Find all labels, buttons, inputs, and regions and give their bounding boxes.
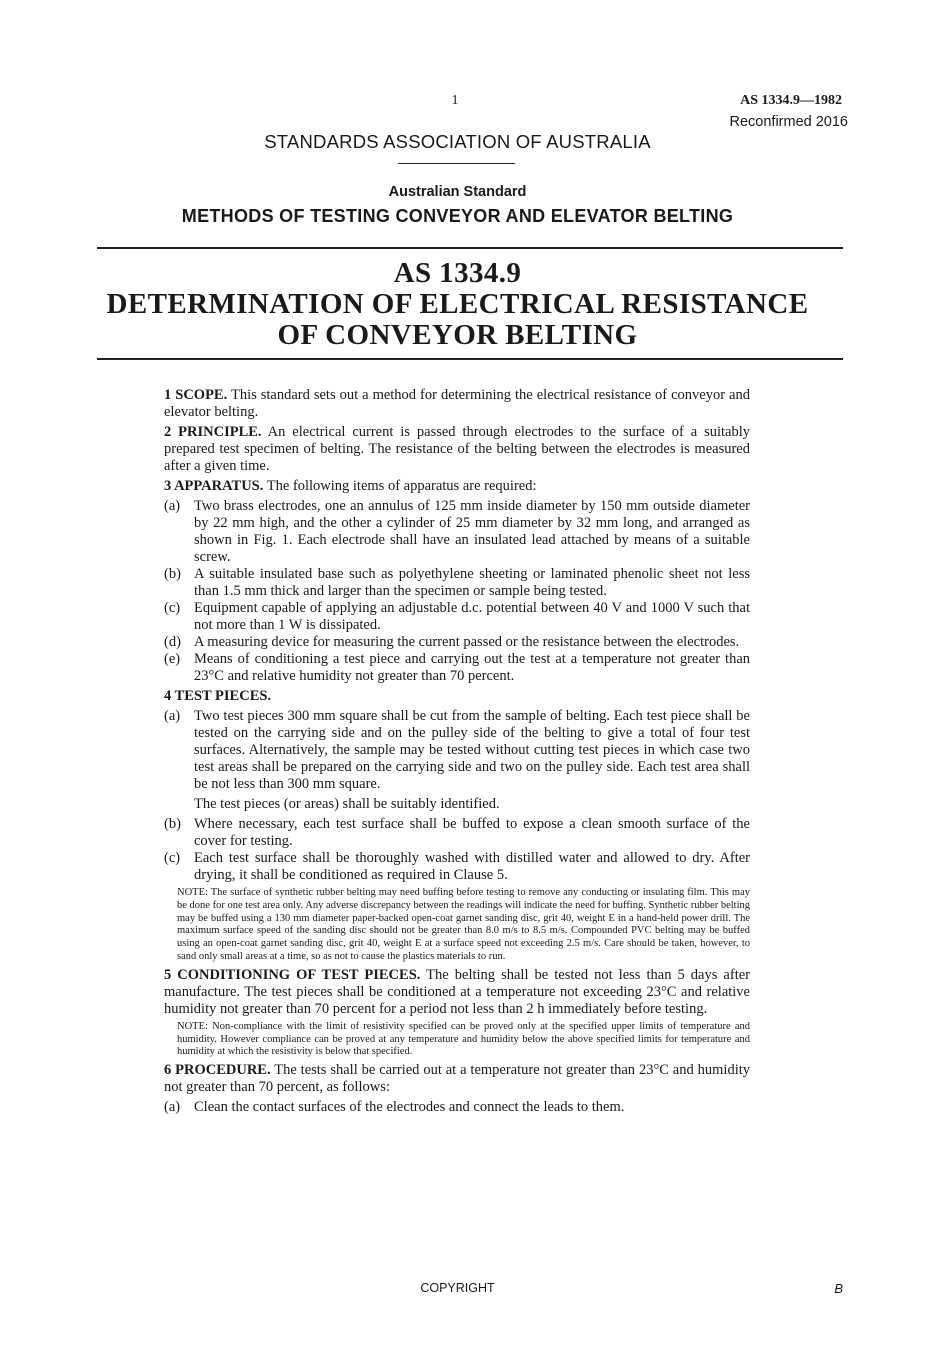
list-item: [164, 566, 750, 600]
reconfirmed-note: Reconfirmed 2016: [729, 114, 848, 130]
item-label: (a): [164, 708, 181, 724]
clause-text: The belting shall be tested not less than 5 days after manufacture. The test pieces shall be conditioned at a temperature not exceeding 23°C and relative humidity not greater than 70 percent for a period not less than 2 h immediately before testing.: [164, 966, 750, 1017]
list-item: [164, 850, 750, 884]
clause-heading: 6 PROCEDURE.: [164, 1062, 271, 1079]
clause-heading: 5 CONDITIONING OF TEST PIECES.: [164, 966, 421, 983]
title-line-2: DETERMINATION OF ELECTRICAL RESISTANCE: [106, 288, 809, 320]
item-label: (a): [164, 1099, 181, 1116]
item-text: Each test surface shall be thoroughly washed with distilled water and allowed to dry. After drying, it shall be conditioned as required in Clause 5.: [194, 850, 750, 883]
clause-text: The tests shall be carried out at a temperature not greater than 23°C and humidity not greater than 70 percent, as follows:: [164, 1062, 750, 1096]
document-title: [60, 258, 855, 351]
document-type: Australian Standard: [388, 184, 527, 200]
clause-test-pieces-heading: 4 TEST PIECES.: [164, 688, 272, 704]
clause-principle: [164, 424, 750, 475]
clause-heading: 2 PRINCIPLE.: [164, 424, 262, 440]
item-text: Means of conditioning a test piece and carrying out the test at a temperature not greater than 23°C and relative humidity not greater than 70 percent.: [194, 651, 750, 684]
page-number: 1: [451, 93, 459, 108]
item-text: Clean the contact surfaces of the electrodes and connect the leads to them.: [194, 1099, 625, 1116]
item-label: (e): [164, 651, 181, 667]
header-divider: [398, 163, 515, 164]
clause-conditioning: [164, 967, 750, 1018]
association-name: STANDARDS ASSOCIATION OF AUSTRALIA: [264, 131, 651, 152]
clause-scope: [164, 387, 750, 421]
series-title: METHODS OF TESTING CONVEYOR AND ELEVATOR BELTING: [181, 206, 734, 226]
item-label: (a): [164, 498, 181, 514]
clause-heading: 1 SCOPE.: [164, 387, 228, 403]
clause-text: The following items of apparatus are required:: [263, 478, 537, 494]
item-text: Where necessary, each test surface shall be buffed to expose a clean smooth surface of the cover for testing.: [194, 816, 750, 849]
item-label: (b): [164, 816, 181, 832]
list-item: [164, 498, 750, 566]
note-compliance: NOTE: Non-compliance with the limit of resistivity specified can be proved only at the specified upper limits of temperature and humidity. However compliance can be proved at any temperature and humidity below the above specified limits for temperature and humidity at which the resistivity is below that specified.: [177, 1020, 750, 1058]
item-text: A measuring device for measuring the current passed or the resistance between the electrodes.: [194, 634, 740, 650]
note-buffing: NOTE: The surface of synthetic rubber belting may need buffing before testing to remove any conducting or insulating film. This may be done for one test area only. Any adverse discrepancy between the readings will indicate the need for buffing. Synthetic rubber belting may be buffed using a 130 mm diameter paper-backed open-coat garnet sanding disc, grit 40, weight E in a hand-held power drill. The maximum surface speed of the sanding disc should not be greater than 8.0 m/s to 8.5 m/s. Compounded PVC belting may be buffed using an open-coat garnet sanding disc, grit 40, weight E at a surface speed not exceeding 2.5 m/s. Care should be taken, however, to sand only small areas at a time, so as not to cause the plastics materials to run.: [177, 887, 750, 962]
item-text: Equipment capable of applying an adjustable d.c. potential between 40 V and 1000 V such that not more than 1 W is dissipated.: [194, 600, 750, 633]
clause-text: An electrical current is passed through electrodes to the surface of a suitably prepared test specimen of belting. The resistance of the belting between the electrodes is measured after a given time.: [164, 424, 750, 474]
title-line-1: AS 1334.9: [393, 257, 522, 289]
clause-heading: 3 APPARATUS.: [164, 478, 264, 494]
item-label: (c): [164, 850, 181, 866]
item-text: Two brass electrodes, one an annulus of 125 mm inside diameter by 150 mm outside diameter by 22 mm high, and the other a cylinder of 25 mm diameter by 32 mm long, and arranged as shown in Fig. 1. Each electrode shall have an insulated lead attached by means of a suitable screw.: [194, 498, 750, 565]
sheet-letter: B: [834, 1281, 843, 1296]
list-item: [164, 600, 750, 634]
item-continuation: The test pieces (or areas) shall be suitably identified.: [194, 796, 500, 812]
item-label: (d): [164, 634, 181, 650]
clause-text: This standard sets out a method for determining the electrical resistance of conveyor and elevator belting.: [164, 387, 750, 420]
list-item: [164, 1099, 750, 1116]
list-item: [164, 651, 750, 685]
copyright-footer: COPYRIGHT: [420, 1281, 495, 1295]
document-body: [164, 387, 750, 1116]
list-item: [164, 634, 750, 651]
item-label: (c): [164, 600, 181, 616]
clause-apparatus: [164, 478, 750, 495]
title-line-3: OF CONVEYOR BELTING: [277, 319, 638, 351]
list-item: [164, 816, 750, 850]
list-item: [164, 708, 750, 793]
standard-id: AS 1334.9—1982: [740, 93, 842, 108]
item-label: (b): [164, 566, 181, 582]
item-text: A suitable insulated base such as polyethylene sheeting or laminated phenolic sheet not less than 1.5 mm thick and larger than the specimen or sample being tested.: [194, 566, 750, 599]
title-rule-top: [97, 247, 843, 249]
item-text: Two test pieces 300 mm square shall be cut from the sample of belting. Each test piece shall be tested on the carrying side and on the pulley side of the belting to give a total of four test surfaces. Alternatively, the sample may be tested without cutting test pieces in which case two test areas shall be prepared on the carrying side and two on the pulley side. Each test area shall be not less than 300 mm square.: [194, 708, 750, 792]
title-rule-bottom: [97, 358, 843, 360]
clause-procedure: [164, 1062, 750, 1096]
